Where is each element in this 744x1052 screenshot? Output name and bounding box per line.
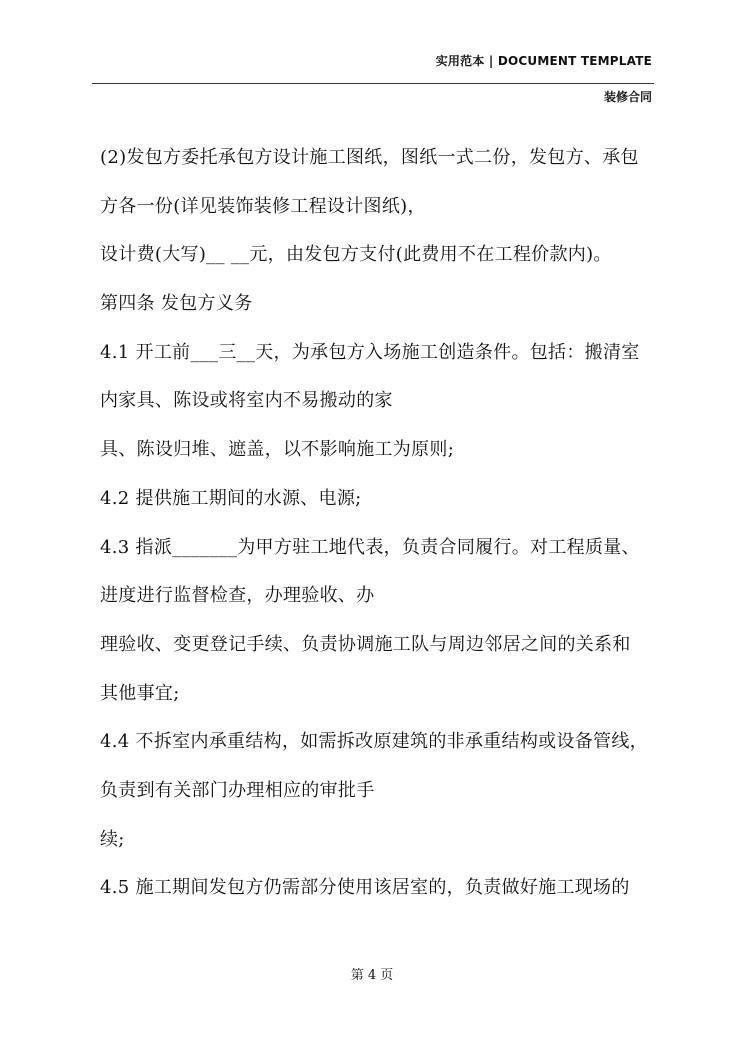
body-line: 设计费(大写)__ __元，由发包方支付(此费用不在工程价款内)。 bbox=[100, 244, 612, 266]
body-line: (2)发包方委托承包方设计施工图纸，图纸一式二份，发包方、承包 bbox=[100, 147, 639, 168]
section-heading: 第四条 发包方义务 bbox=[100, 293, 253, 315]
header-divider bbox=[92, 83, 654, 84]
body-line: 负责到有关部门办理相应的审批手 bbox=[100, 779, 375, 801]
body-line: 其他事宜; bbox=[100, 682, 180, 704]
header-brand: 实用范本 | DOCUMENT TEMPLATE bbox=[435, 54, 652, 68]
body-line: 4.4 不拆室内承重结构，如需拆改原建筑的非承重结构或设备管线， bbox=[100, 731, 648, 753]
body-line: 方各一份(详见装饰装修工程设计图纸)， bbox=[100, 195, 426, 217]
body-line: 具、陈设归堆、遮盖，以不影响施工为原则; bbox=[100, 439, 455, 461]
body-line: 进度进行监督检查，办理验收、办 bbox=[100, 585, 375, 607]
body-line: 续; bbox=[100, 828, 125, 850]
document-title: 装修合同 bbox=[603, 90, 652, 104]
page-number: 第 4 页 bbox=[350, 968, 394, 983]
body-line: 4.1 开工前___三__天，为承包方入场施工创造条件。包括：搬清室 bbox=[100, 341, 640, 363]
document-body bbox=[100, 138, 660, 917]
body-line: 4.3 指派_______为甲方驻工地代表，负责合同履行。对工程质量、 bbox=[100, 536, 640, 558]
body-line: 4.2 提供施工期间的水源、电源; bbox=[100, 487, 362, 509]
body-line: 4.5 施工期间发包方仍需部分使用该居室的，负责做好施工现场的 bbox=[100, 877, 630, 899]
body-line: 理验收、变更登记手续、负责协调施工队与周边邻居之间的关系和 bbox=[100, 633, 631, 655]
body-line: 内家具、陈设或将室内不易搬动的家 bbox=[100, 390, 393, 412]
